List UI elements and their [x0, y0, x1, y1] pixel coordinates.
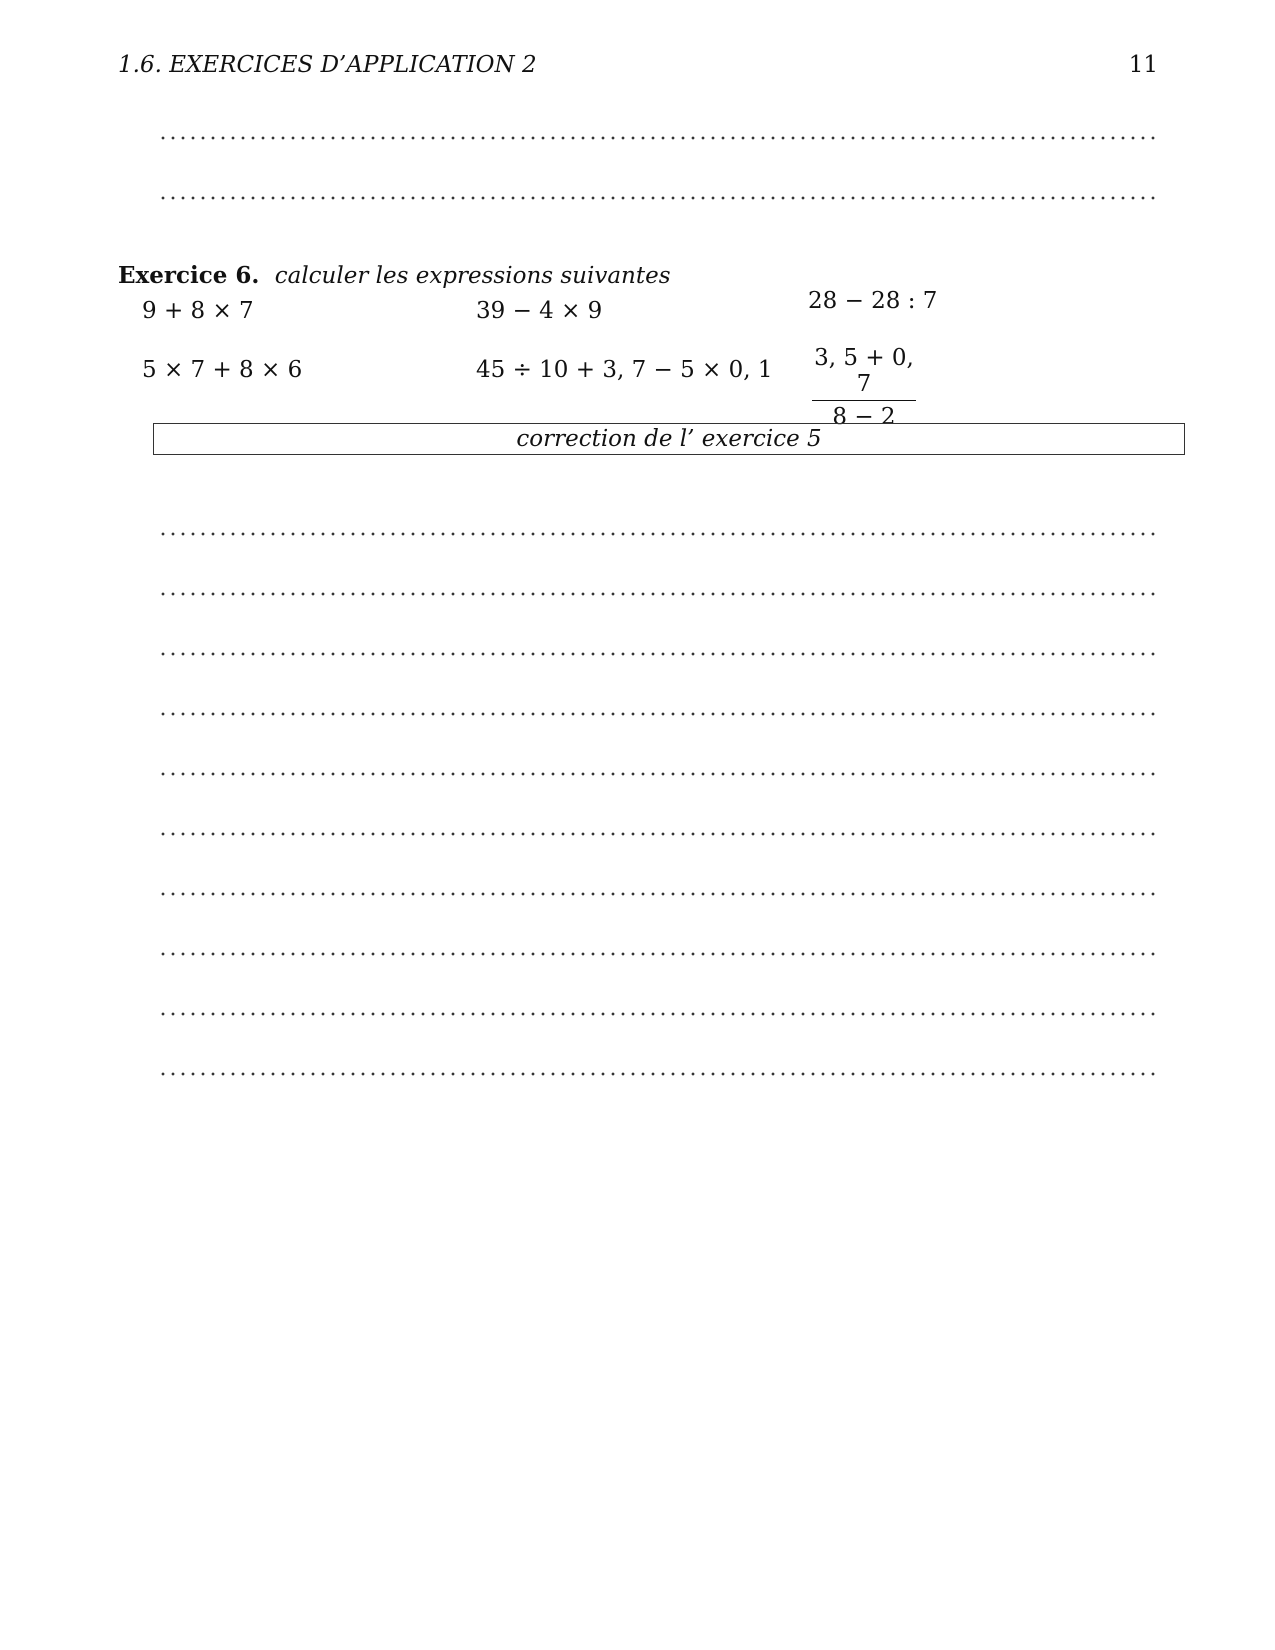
answer-dotted-line [158, 592, 1158, 596]
expression-item: 39 − 4 × 9 [476, 298, 603, 324]
answer-dotted-line [158, 532, 1158, 536]
page-header [118, 52, 1158, 84]
correction-title: correction de l’ exercice 5 [516, 426, 822, 452]
correction-header-box [153, 423, 1185, 455]
running-title: 1.6. EXERCICES D’APPLICATION 2 [118, 52, 537, 78]
answer-dotted-line [158, 772, 1158, 776]
expression-item: 45 ÷ 10 + 3, 7 − 5 × 0, 1 [476, 357, 773, 383]
answer-dotted-line [158, 652, 1158, 656]
expression-item: 5 × 7 + 8 × 6 [142, 357, 303, 383]
expression-item: 9 + 8 × 7 [142, 298, 254, 324]
page-number: 11 [1128, 52, 1158, 78]
answer-dotted-line [158, 136, 1158, 140]
answer-dotted-line [158, 952, 1158, 956]
answer-dotted-line [158, 1072, 1158, 1076]
answer-dotted-line [158, 892, 1158, 896]
expression-item: 28 − 28 : 7 [808, 288, 938, 314]
exercise-instruction: calculer les expressions suivantes [274, 263, 671, 289]
answer-dotted-line [158, 712, 1158, 716]
fraction-numerator: 3, 5 + 0, 7 [812, 345, 916, 401]
exercise-label: Exercice 6. [118, 262, 260, 289]
fraction-denominator: 8 − 2 [832, 404, 896, 430]
answer-dotted-line [158, 1012, 1158, 1016]
exercise-heading [118, 262, 671, 289]
answer-dotted-line [158, 196, 1158, 200]
answer-dotted-line [158, 832, 1158, 836]
fraction-expression [812, 345, 916, 430]
